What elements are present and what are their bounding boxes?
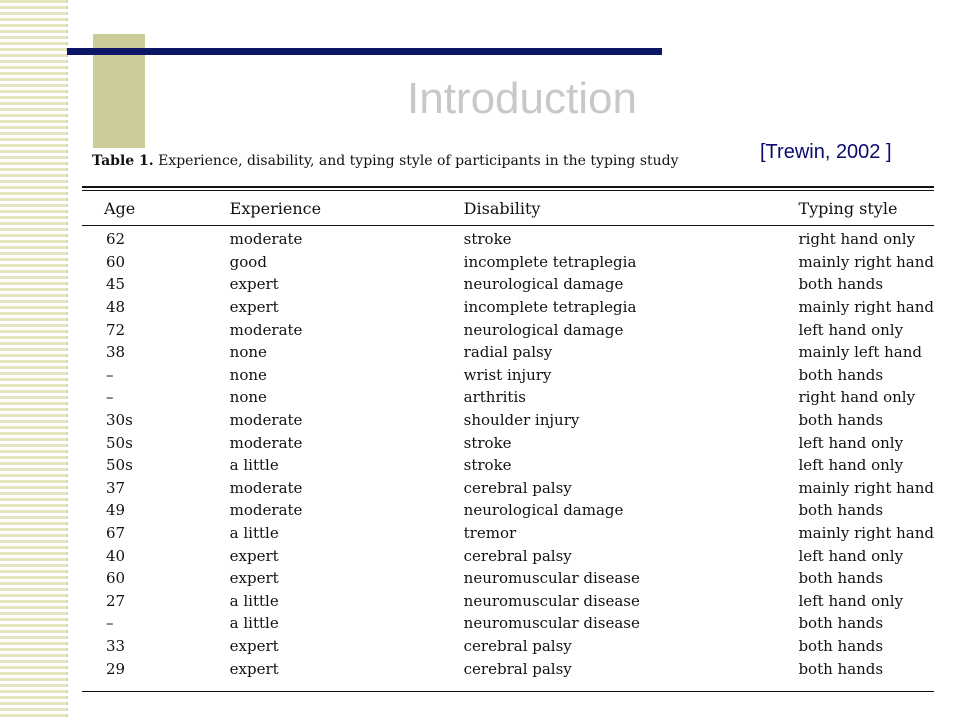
cell-disability: incomplete tetraplegia: [463, 252, 637, 271]
table-top-rule-thin: [82, 190, 934, 191]
citation: [Trewin, 2002 ]: [760, 141, 892, 163]
cell-age: 33: [106, 636, 126, 655]
table-bottom-rule: [82, 691, 934, 692]
cell-age: 50s: [106, 433, 133, 452]
cell-disability: shoulder injury: [463, 411, 580, 430]
cell-age: 67: [106, 524, 126, 543]
cell-age: 49: [106, 501, 126, 520]
table-row: [82, 612, 934, 635]
cell-disability: neurological damage: [463, 501, 624, 520]
cell-typing-style: right hand only: [798, 388, 916, 407]
table-caption: [92, 153, 679, 169]
cell-disability: stroke: [463, 230, 512, 249]
cell-experience: moderate: [229, 501, 303, 520]
cell-typing-style: left hand only: [798, 433, 904, 452]
cell-disability: cerebral palsy: [463, 546, 572, 565]
cell-age: 30s: [106, 411, 133, 430]
table-header: [82, 192, 934, 228]
table-row: [82, 477, 934, 500]
cell-age: –: [106, 388, 114, 407]
cell-age: 29: [106, 659, 126, 678]
cell-typing-style: mainly right hand: [798, 298, 934, 317]
cell-experience: expert: [229, 636, 279, 655]
cell-disability: cerebral palsy: [463, 478, 572, 497]
cell-age: 50s: [106, 456, 133, 475]
cell-experience: none: [229, 388, 267, 407]
cell-experience: good: [229, 252, 267, 271]
table-row: [82, 386, 934, 409]
cell-experience: a little: [229, 591, 279, 610]
cell-experience: expert: [229, 659, 279, 678]
cell-disability: wrist injury: [463, 365, 552, 384]
table-row: [82, 522, 934, 545]
cell-disability: arthritis: [463, 388, 526, 407]
cell-typing-style: both hands: [798, 275, 884, 294]
cell-typing-style: mainly right hand: [798, 524, 934, 543]
table-row: [82, 296, 934, 319]
cell-experience: moderate: [229, 478, 303, 497]
table-body: [82, 228, 934, 680]
cell-disability: radial palsy: [463, 343, 553, 362]
table-row: [82, 499, 934, 522]
cell-age: 37: [106, 478, 126, 497]
column-header-age: Age: [104, 199, 136, 218]
cell-experience: moderate: [229, 433, 303, 452]
table-row: [82, 409, 934, 432]
cell-experience: a little: [229, 456, 279, 475]
table-row: [82, 544, 934, 567]
cell-age: –: [106, 365, 114, 384]
cell-disability: tremor: [463, 524, 517, 543]
table-row: [82, 318, 934, 341]
cell-age: 40: [106, 546, 126, 565]
table-row: [82, 364, 934, 387]
cell-experience: moderate: [229, 230, 303, 249]
cell-experience: a little: [229, 524, 279, 543]
table-caption-label: Table 1.: [92, 153, 154, 169]
table-header-row: [82, 192, 934, 225]
cell-experience: moderate: [229, 320, 303, 339]
table-top-rule: [82, 186, 934, 188]
cell-typing-style: left hand only: [798, 320, 904, 339]
cell-experience: expert: [229, 298, 279, 317]
table-row: [82, 273, 934, 296]
column-header-experience: Experience: [229, 199, 322, 218]
cell-typing-style: both hands: [798, 411, 884, 430]
cell-typing-style: mainly right hand: [798, 252, 934, 271]
cell-disability: incomplete tetraplegia: [463, 298, 637, 317]
cell-age: 72: [106, 320, 126, 339]
cell-age: 62: [106, 230, 126, 249]
cell-experience: expert: [229, 546, 279, 565]
cell-disability: neuromuscular disease: [463, 591, 640, 610]
cell-experience: a little: [229, 614, 279, 633]
cell-age: 38: [106, 343, 126, 362]
slide-title: Introduction: [407, 74, 637, 123]
cell-age: 27: [106, 591, 126, 610]
table-row: [82, 590, 934, 613]
cell-age: 60: [106, 569, 126, 588]
column-header-typing-style: Typing style: [798, 199, 898, 218]
table-row: [82, 657, 934, 680]
cell-typing-style: mainly right hand: [798, 478, 934, 497]
cell-experience: none: [229, 365, 267, 384]
column-header-disability: Disability: [463, 199, 541, 218]
cell-age: 48: [106, 298, 126, 317]
cell-typing-style: both hands: [798, 659, 884, 678]
table-row: [82, 454, 934, 477]
cell-age: 45: [106, 275, 126, 294]
title-rule: [67, 48, 662, 55]
cell-experience: none: [229, 343, 267, 362]
table-row: [82, 431, 934, 454]
table-caption-text: Experience, disability, and typing style of participants in the typing study: [153, 153, 679, 169]
cell-disability: neurological damage: [463, 275, 624, 294]
cell-disability: cerebral palsy: [463, 636, 572, 655]
cell-typing-style: both hands: [798, 569, 884, 588]
cell-experience: moderate: [229, 411, 303, 430]
striped-margin-decoration: [0, 0, 68, 720]
cell-typing-style: left hand only: [798, 591, 904, 610]
participants-table: [82, 192, 934, 680]
cell-typing-style: left hand only: [798, 546, 904, 565]
cell-age: 60: [106, 252, 126, 271]
cell-experience: expert: [229, 275, 279, 294]
cell-typing-style: both hands: [798, 501, 884, 520]
cell-disability: stroke: [463, 456, 512, 475]
cell-typing-style: both hands: [798, 614, 884, 633]
cell-age: –: [106, 614, 114, 633]
cell-disability: stroke: [463, 433, 512, 452]
table-row: [82, 228, 934, 251]
cell-disability: neuromuscular disease: [463, 614, 640, 633]
cell-typing-style: both hands: [798, 636, 884, 655]
cell-disability: neuromuscular disease: [463, 569, 640, 588]
cell-disability: cerebral palsy: [463, 659, 572, 678]
table-row: [82, 635, 934, 658]
table-row: [82, 567, 934, 590]
cell-experience: expert: [229, 569, 279, 588]
cell-typing-style: mainly left hand: [798, 343, 922, 362]
table-row: [82, 341, 934, 364]
cell-disability: neurological damage: [463, 320, 624, 339]
cell-typing-style: right hand only: [798, 230, 916, 249]
cell-typing-style: left hand only: [798, 456, 904, 475]
cell-typing-style: both hands: [798, 365, 884, 384]
table-row: [82, 251, 934, 274]
